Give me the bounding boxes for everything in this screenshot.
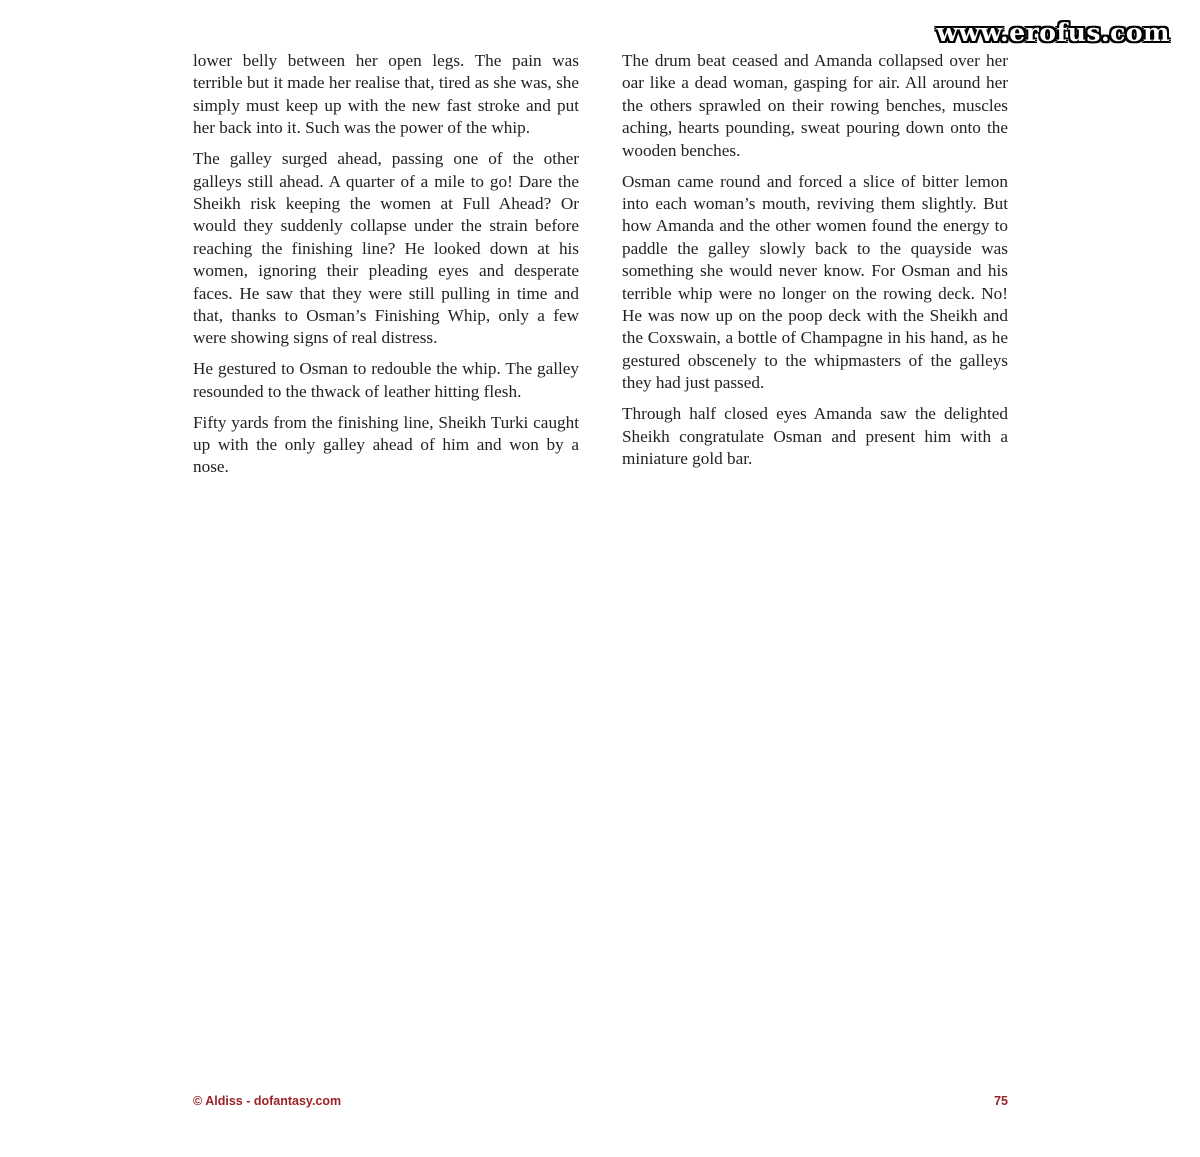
paragraph: Fifty yards from the finishing line, Sheikh Turki caught up with the only galley ahead of him and won by a nose.	[193, 412, 579, 477]
paragraph: The drum beat ceased and Amanda collapsed over her oar like a dead woman, gasping for air. All around her the others sprawled on their rowing benches, muscles aching, hearts pounding, sweat pouring down onto the wooden benches.	[622, 51, 1008, 160]
site-watermark: www.erofus.com	[936, 18, 1170, 47]
left-text-column	[193, 50, 579, 487]
page-number: 75	[994, 1094, 1008, 1108]
paragraph: Osman came round and forced a slice of bitter lemon into each woman’s mouth, reviving them slightly. But how Amanda and the other women found the energy to paddle the galley slowly back to the quayside was something she would never know. For Osman and his terrible whip were no longer on the rowing deck. No! He was now up on the poop deck with the Sheikh and the Coxswain, a bottle of Champagne in his hand, as he gestured obscenely to the whipmasters of the galleys they had just passed.	[622, 171, 1008, 393]
copyright-notice: © Aldiss - dofantasy.com	[193, 1094, 342, 1108]
paragraph: lower belly between her open legs. The pain was terrible but it made her realise that, tired as she was, she simply must keep up with the new fast stroke and put her back into it. Such was the power of the whip.	[193, 51, 579, 138]
paragraph: Through half closed eyes Amanda saw the delighted Sheikh congratulate Osman and present him with a miniature gold bar.	[622, 404, 1008, 468]
paragraph: The galley surged ahead, passing one of the other galleys still ahead. A quarter of a mile to go! Dare the Sheikh risk keeping the women at Full Ahead? Or would they suddenly collapse under the strain before reaching the finishing line? He looked down at his women, ignoring their pleading eyes and desperate faces. He saw that they were still pulling in time and that, thanks to Osman’s Finishing Whip, only a few were showing signs of real distress.	[193, 149, 579, 348]
paragraph: He gestured to Osman to redouble the whip. The galley resounded to the thwack of leather hitting flesh.	[193, 359, 579, 401]
right-text-column	[622, 50, 1008, 479]
